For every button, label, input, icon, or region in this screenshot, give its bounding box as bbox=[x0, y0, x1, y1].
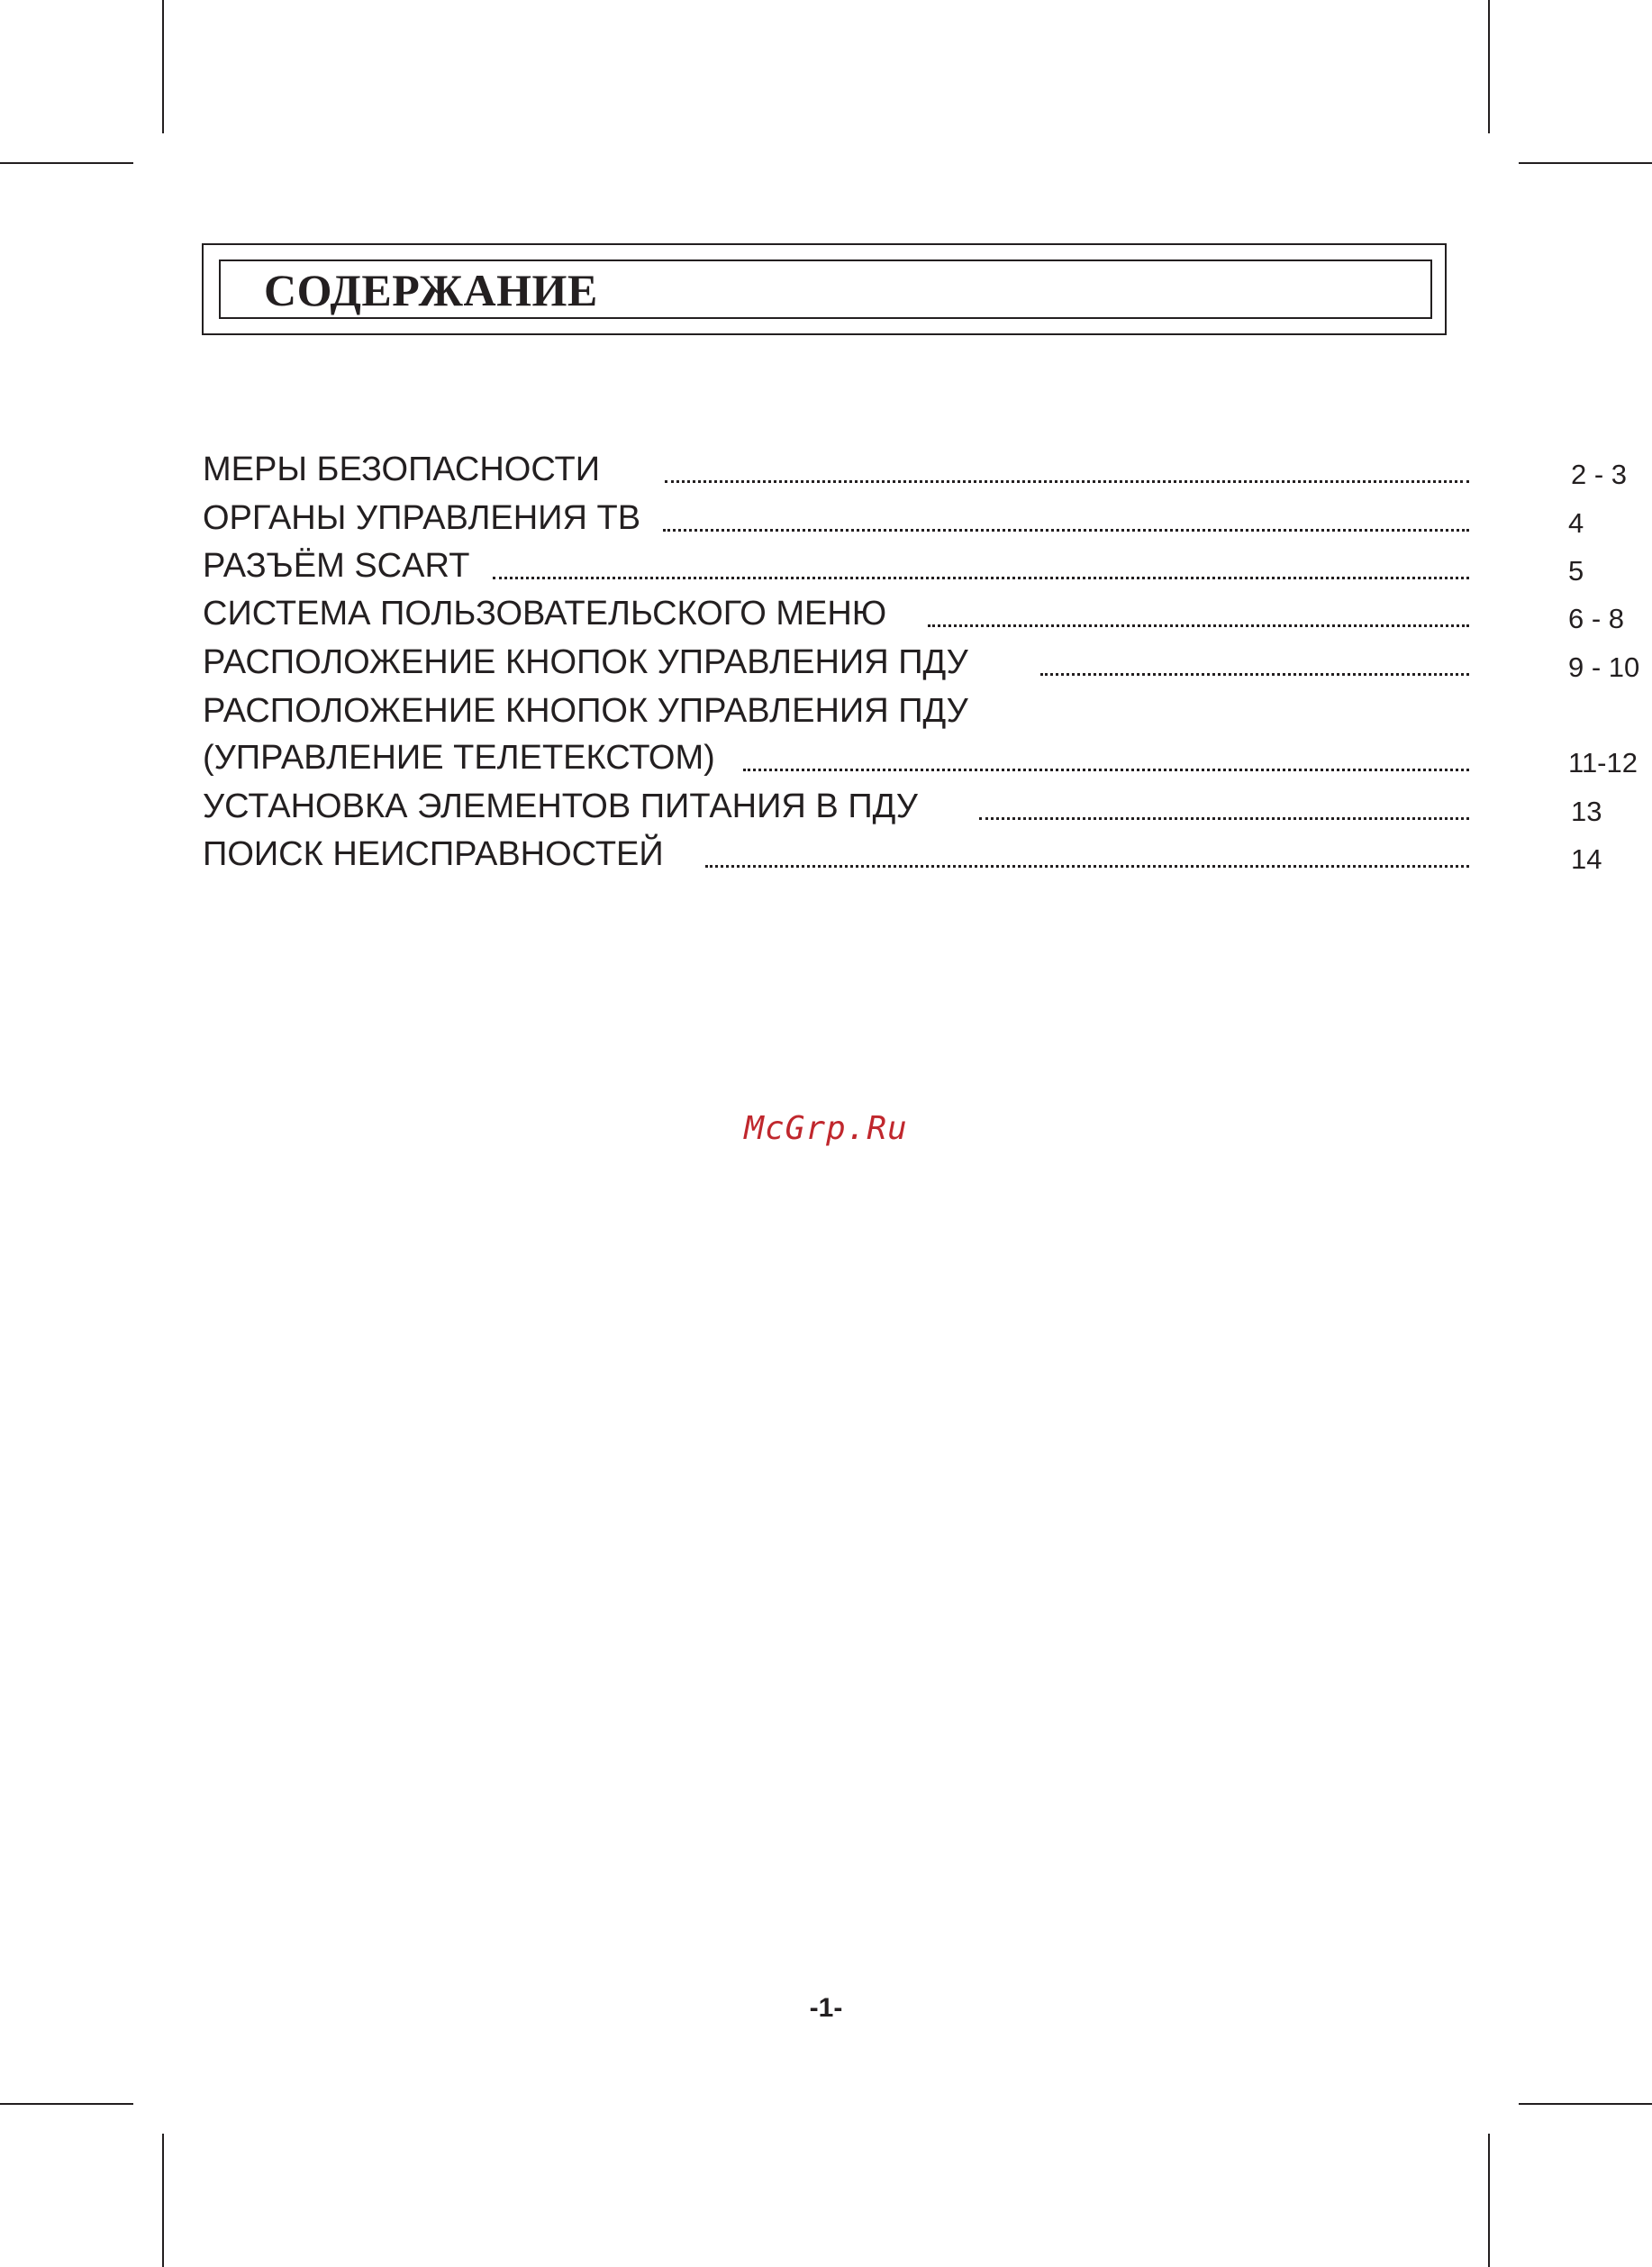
toc-leader-dots bbox=[1040, 673, 1469, 676]
toc-entry-label: ПОИСК НЕИСПРАВНОСТЕЙ bbox=[203, 835, 664, 873]
toc-entry-page: 5 bbox=[1568, 555, 1584, 587]
toc-entry[interactable] bbox=[203, 449, 1628, 496]
toc-entry-label-line1: РАСПОЛОЖЕНИЕ КНОПОК УПРАВЛЕНИЯ ПДУ bbox=[203, 692, 968, 730]
toc-leader-dots bbox=[493, 577, 1469, 579]
crop-mark-bottom-right-vertical bbox=[1488, 2134, 1490, 2267]
toc-leader-dots bbox=[979, 817, 1469, 820]
toc-entry-page: 13 bbox=[1571, 796, 1602, 827]
toc-entry-label: (УПРАВЛЕНИЕ ТЕЛЕТЕКСТОМ) bbox=[203, 739, 715, 777]
toc-entry-label: ОРГАНЫ УПРАВЛЕНИЯ ТВ bbox=[203, 499, 641, 537]
crop-mark-top-left-vertical bbox=[162, 0, 164, 133]
toc-entry-label: СИСТЕМА ПОЛЬЗОВАТЕЛЬСКОГО МЕНЮ bbox=[203, 595, 887, 633]
toc-entry[interactable] bbox=[203, 497, 1584, 544]
crop-mark-bottom-left-horizontal bbox=[0, 2103, 133, 2105]
crop-mark-top-left-horizontal bbox=[0, 162, 133, 164]
page-title: СОДЕРЖАНИЕ bbox=[264, 265, 598, 315]
toc-entry[interactable] bbox=[203, 786, 1602, 833]
crop-mark-bottom-left-vertical bbox=[162, 2134, 164, 2267]
toc-entry-label: МЕРЫ БЕЗОПАСНОСТИ bbox=[203, 451, 601, 488]
toc-entry[interactable] bbox=[203, 642, 1640, 688]
toc-entry-page: 6 - 8 bbox=[1568, 603, 1625, 634]
crop-mark-top-right-horizontal bbox=[1519, 162, 1652, 164]
toc-leader-dots bbox=[705, 865, 1469, 868]
page-number: -1- bbox=[809, 1993, 843, 2023]
toc-entry[interactable] bbox=[203, 545, 1584, 592]
toc-entry-label: РАЗЪЁМ SCART bbox=[203, 547, 470, 585]
toc-leader-dots bbox=[928, 624, 1469, 627]
toc-entry[interactable] bbox=[203, 737, 1638, 784]
toc-entry-page: 9 - 10 bbox=[1568, 651, 1640, 683]
toc-entry-page: 2 - 3 bbox=[1571, 459, 1628, 490]
crop-mark-bottom-right-horizontal bbox=[1519, 2103, 1652, 2105]
crop-mark-top-right-vertical bbox=[1488, 0, 1490, 133]
toc-entry[interactable] bbox=[203, 593, 1625, 640]
title-frame bbox=[202, 243, 1447, 335]
toc-entry-page: 14 bbox=[1571, 843, 1602, 875]
toc-entry-page: 11-12 bbox=[1568, 747, 1638, 778]
toc-leader-dots bbox=[665, 480, 1469, 483]
toc-leader-dots bbox=[743, 769, 1469, 771]
toc-entry[interactable] bbox=[203, 833, 1602, 880]
toc-leader-dots bbox=[663, 529, 1469, 532]
toc-entry-label: РАСПОЛОЖЕНИЕ КНОПОК УПРАВЛЕНИЯ ПДУ bbox=[203, 643, 968, 681]
toc-entry-label: УСТАНОВКА ЭЛЕМЕНТОВ ПИТАНИЯ В ПДУ bbox=[203, 788, 918, 825]
title-inner-frame bbox=[219, 259, 1432, 319]
toc-entry-page: 4 bbox=[1568, 507, 1584, 539]
watermark: McGrp.Ru bbox=[744, 1110, 908, 1147]
